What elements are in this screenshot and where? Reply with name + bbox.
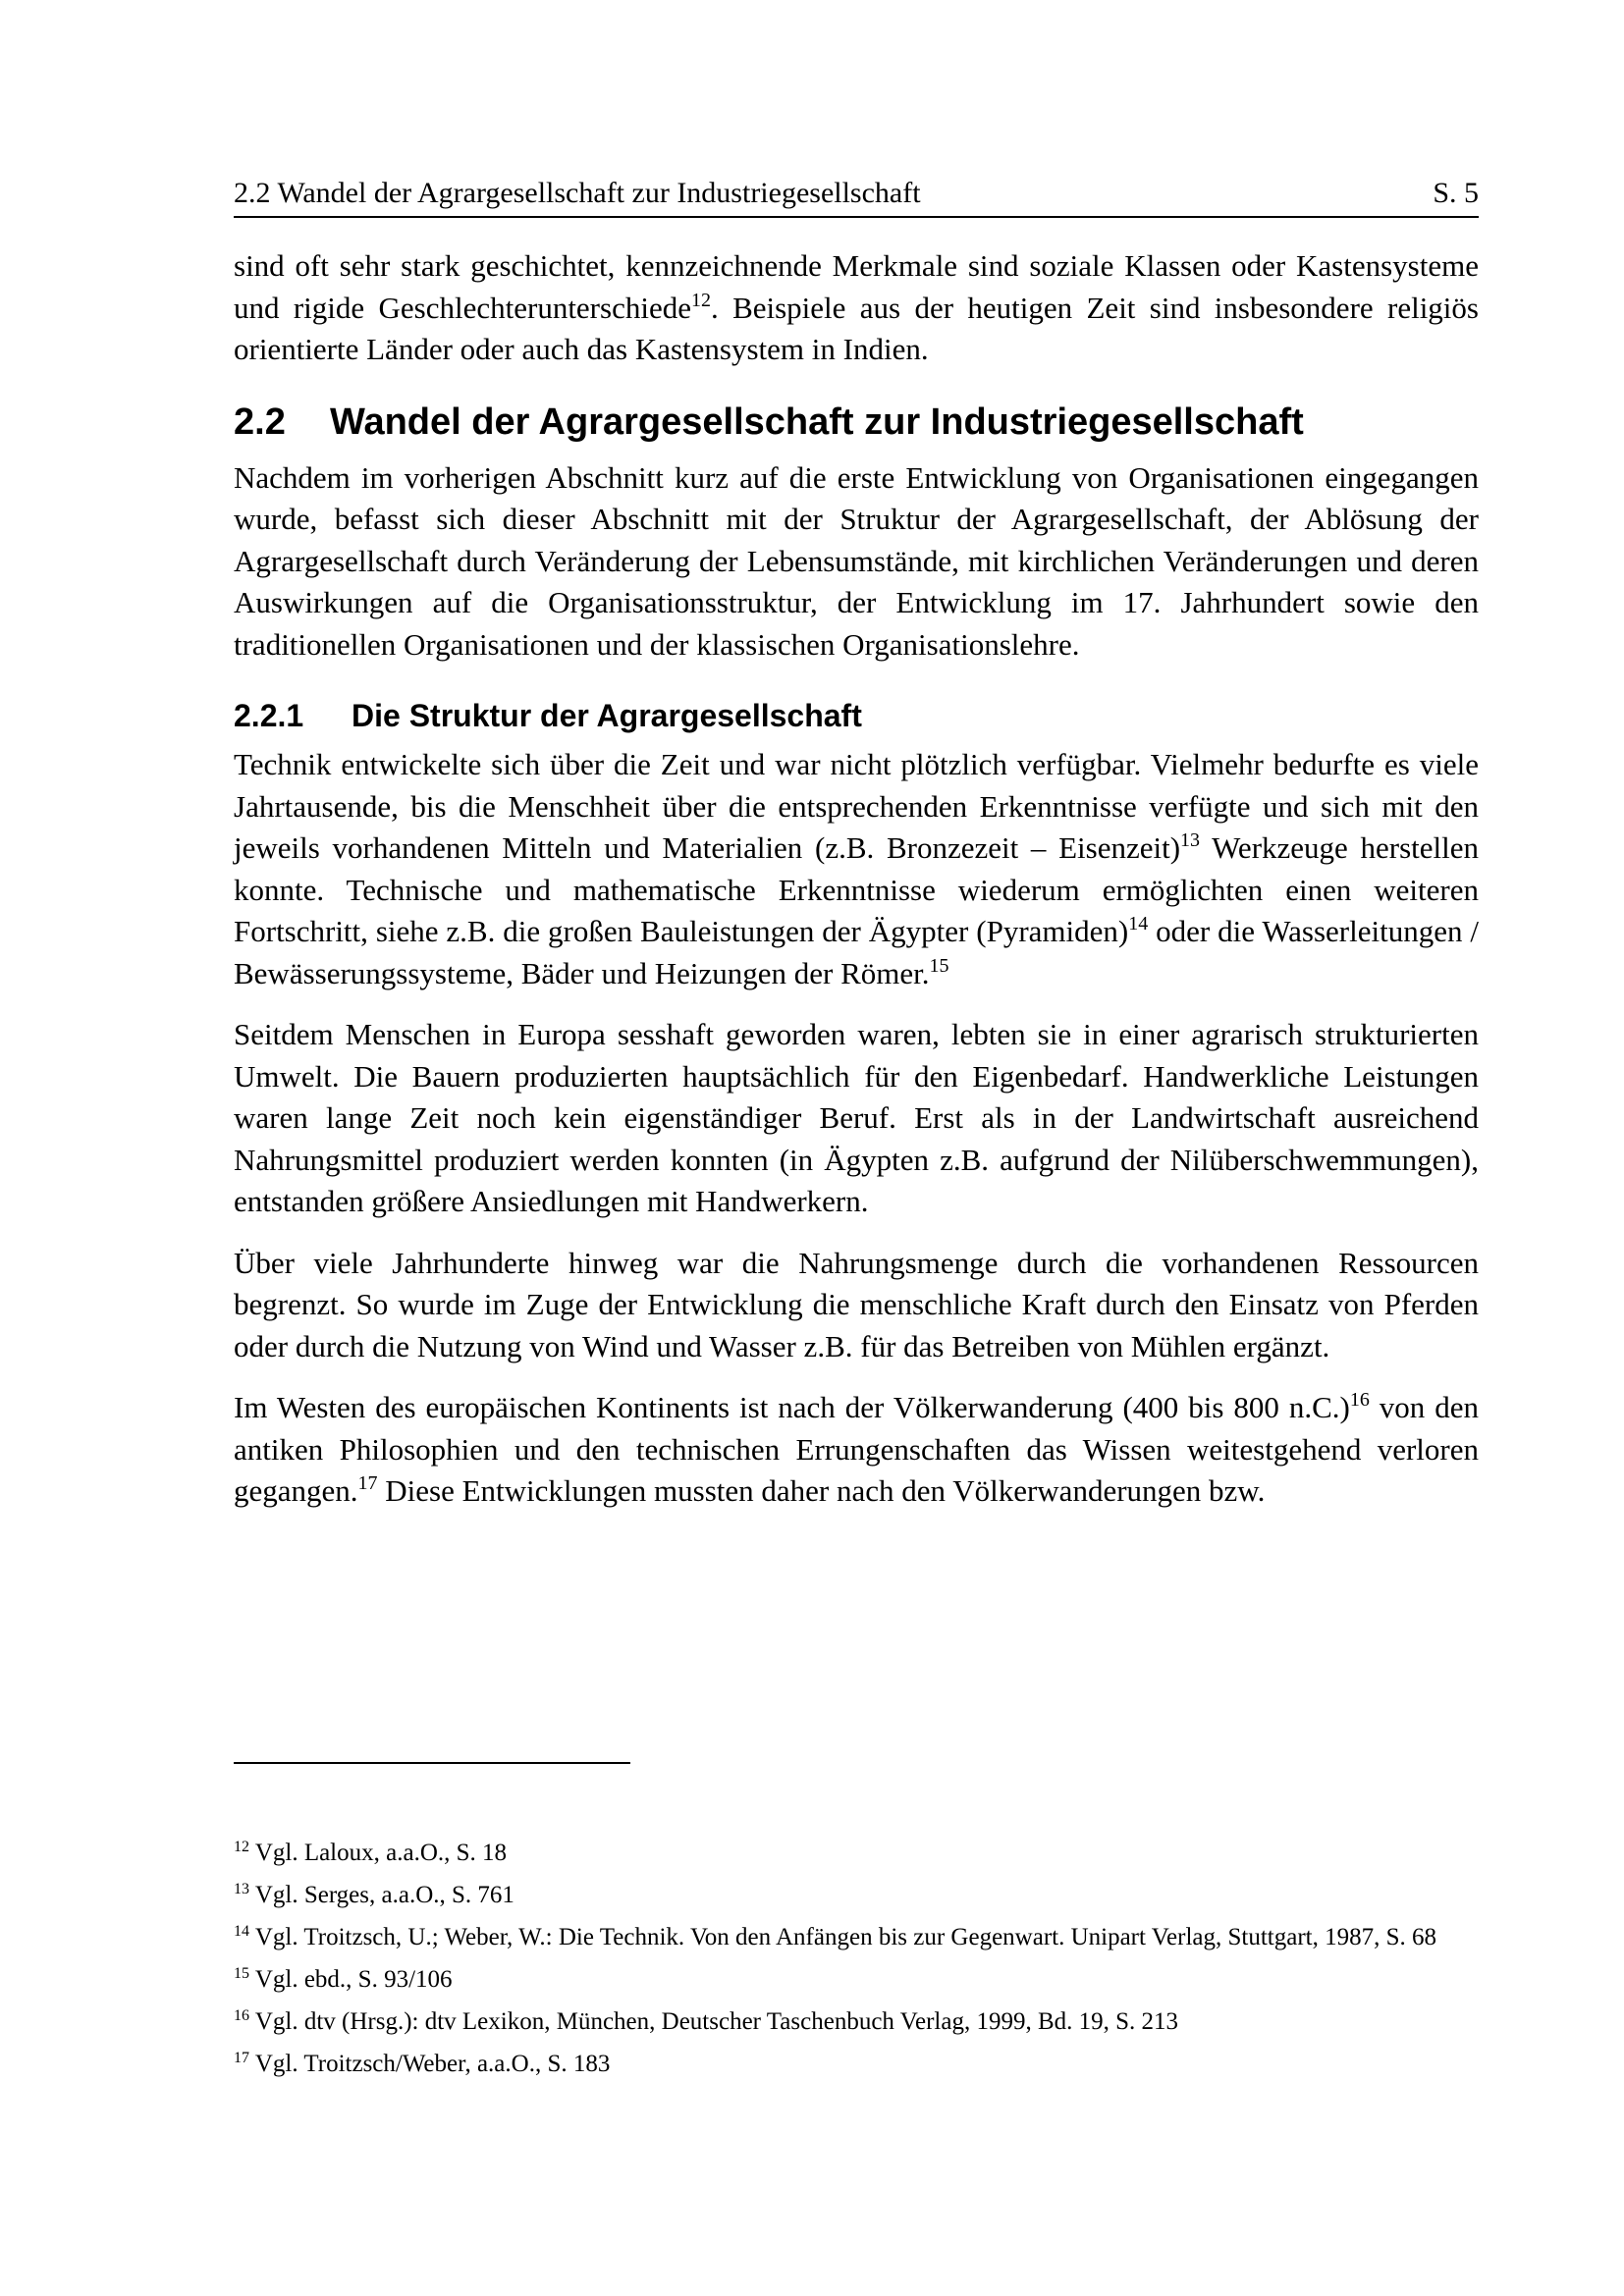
footnote-item <box>234 1964 1479 1996</box>
footnote-number: 12 <box>234 1839 249 1855</box>
footnote-number: 15 <box>234 1965 249 1982</box>
intro-text-2: . Beispiele aus der heutigen Zeit sind insbesondere religiös orientierte Länder oder auch das Kastensystem in Indien. <box>234 290 1479 366</box>
footnote-item <box>234 1838 1479 1869</box>
footnote-ref-12[interactable]: 12 <box>690 289 711 311</box>
section-paragraph: Nachdem im vorherigen Abschnitt kurz auf die erste Entwicklung von Organisationen eingegangen wurde, befasst sich dieser Abschnitt mit der Struktur der Agrargesellschaft, der Ablösung der Agrargesellschaft durch Veränderung der Lebensumstände, mit kirchlichen Veränderungen und deren Auswirkungen auf die Organisationsstruktur, der Entwicklung im 17. Jahrhundert sowie den traditionellen Organisationen und der klassischen Organisationslehre. <box>234 459 1479 662</box>
footnote-number: 17 <box>234 2050 249 2066</box>
main-content <box>234 245 1479 1513</box>
footnote-text: Vgl. Troitzsch/Weber, a.a.O., S. 183 <box>254 2051 611 2077</box>
section-title: Wandel der Agrargesellschaft zur Industriegesellschaft <box>330 400 1304 443</box>
footnote-text: Vgl. Laloux, a.a.O., S. 18 <box>254 1840 508 1866</box>
footnote-separator <box>234 1762 630 1764</box>
footnote-number: 14 <box>234 1923 249 1940</box>
footnote-ref-13[interactable]: 13 <box>1180 829 1201 851</box>
paragraph-technik <box>234 744 1479 994</box>
p1-text-1: Technik entwickelte sich über die Zeit und war nicht plötzlich verfügbar. Vielmehr bedurfte es viele Jahrtausende, bis die Menschheit über die entsprechenden Erkenntnisse verfügte und sich mit den jeweils vorhandenen Mitteln und Materialien (z.B. Bronzezeit – Eisenzeit) <box>234 747 1479 865</box>
p4-text-2: von den antiken Philosophien und den technischen Errungenschaften das Wissen weitestgehend verloren gegangen. <box>234 1390 1479 1508</box>
paragraph-voelkerwanderung <box>234 1387 1479 1513</box>
running-header <box>234 171 1479 218</box>
paragraph-sesshaft: Seitdem Menschen in Europa sesshaft geworden waren, lebten sie in einer agrarisch strukturierten Umwelt. Die Bauern produzierten hauptsächlich für den Eigenbedarf. Handwerkliche Leistungen waren lange Zeit noch kein eigenständiger Beruf. Erst als in der Landwirtschaft ausreichend Nahrungsmittel produziert werden konnten (in Ägypten z.B. aufgrund der Nilüberschwemmungen), entstanden größere Ansiedlungen mit Handwerkern. <box>234 1017 1479 1218</box>
footnote-ref-17[interactable]: 17 <box>357 1472 378 1494</box>
document-page <box>234 0 1479 2296</box>
paragraph-nahrungsmenge: Über viele Jahrhunderte hinweg war die Nahrungsmenge durch die vorhandenen Ressourcen begrenzt. So wurde im Zuge der Entwicklung die menschliche Kraft durch den Einsatz von Pferden oder durch die Nutzung von Wind und Wasser z.B. für das Betreiben von Mühlen ergänzt. <box>234 1245 1479 1363</box>
footnote-text: Vgl. dtv (Hrsg.): dtv Lexikon, München, Deutscher Taschenbuch Verlag, 1999, Bd. 19, S. 213 <box>254 2008 1179 2035</box>
intro-paragraph <box>234 245 1479 371</box>
p1-text-2: Werkzeuge herstellen konnte. Technische und mathematische Erkenntnisse wiederum ermöglichten einen weiteren Fortschritt, siehe z.B. die großen Bauleistungen der Ägypter (Pyramiden) <box>234 830 1479 948</box>
section-number: 2.2 <box>234 400 286 443</box>
footnote-text: Vgl. Serges, a.a.O., S. 761 <box>254 1882 514 1908</box>
footnote-item <box>234 2006 1479 2038</box>
footnote-ref-15[interactable]: 15 <box>929 954 949 977</box>
header-title: 2.2 Wandel der Agrargesellschaft zur Industriegesellschaft <box>234 177 921 209</box>
section-heading <box>234 399 1479 446</box>
p1-text-3: oder die Wasserleitungen / Bewässerungssysteme, Bäder und Heizungen der Römer. <box>234 914 1479 990</box>
footnote-number: 13 <box>234 1881 249 1897</box>
footnote-text: Vgl. Troitzsch, U.; Weber, W.: Die Technik. Von den Anfängen bis zur Gegenwart. Unipart Verlag, Stuttgart, 1987, S. 68 <box>254 1924 1437 1950</box>
subsection-title: Die Struktur der Agrargesellschaft <box>352 698 862 733</box>
intro-text-1: sind oft sehr stark geschichtet, kennzeichnende Merkmale sind soziale Klassen oder Kastensysteme und rigide Geschlechterunterschiede <box>234 248 1479 325</box>
subsection-heading <box>234 695 1479 736</box>
footnote-item <box>234 1922 1479 1953</box>
footnote-ref-16[interactable]: 16 <box>1349 1389 1370 1411</box>
subsection-number: 2.2.1 <box>234 698 304 733</box>
p4-text-3: Diese Entwicklungen mussten daher nach den Völkerwanderungen bzw. <box>377 1473 1266 1508</box>
footnote-item <box>234 1880 1479 1911</box>
footnote-number: 16 <box>234 2007 249 2024</box>
footnote-item <box>234 2049 1479 2080</box>
footnotes <box>234 1838 1479 2091</box>
footnote-text: Vgl. ebd., S. 93/106 <box>254 1966 453 1993</box>
header-page-number: S. 5 <box>1433 177 1479 209</box>
footnote-ref-14[interactable]: 14 <box>1128 913 1149 934</box>
p4-text-1: Im Westen des europäischen Kontinents ist nach der Völkerwanderung (400 bis 800 n.C.) <box>234 1390 1350 1424</box>
